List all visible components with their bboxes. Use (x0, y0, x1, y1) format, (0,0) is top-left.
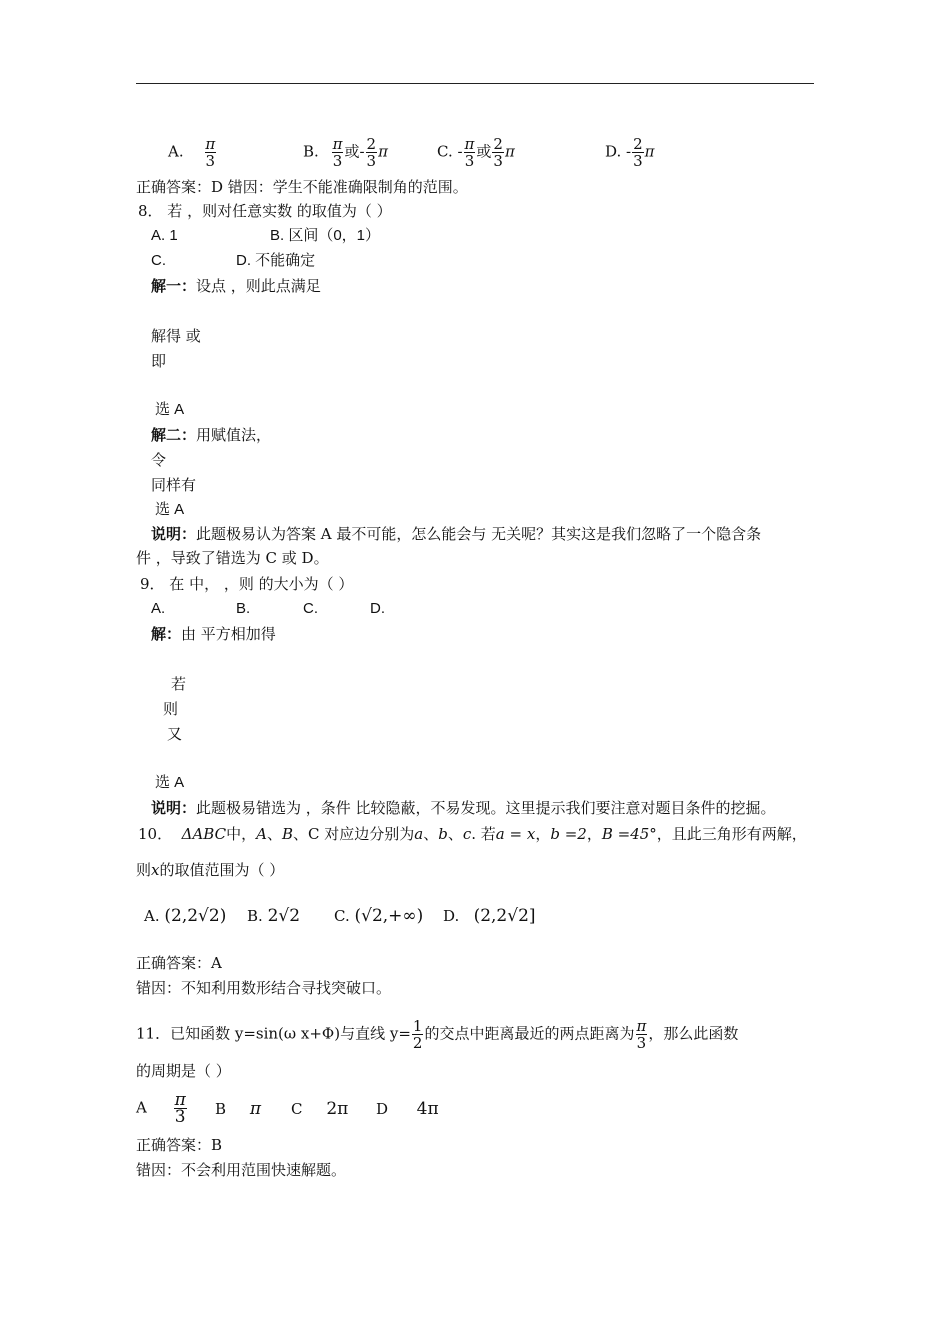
q7-option-b: B. $\frac{\pi}{3}$ 或- $\frac{2}{3}$ π (303, 135, 388, 170)
header-rule (136, 83, 814, 84)
q11-option-b: B π (215, 1099, 262, 1119)
solution-label: 解一： (151, 277, 197, 295)
q9-option-c: C. (303, 600, 318, 617)
q9-choice: 选 A (155, 774, 185, 791)
q8-solution-1-line2: 解得 或 (151, 327, 201, 345)
q9-line-ruo: 若 (171, 675, 187, 693)
q10-answer: 正确答案：A (136, 954, 222, 972)
q10-option-b: B. 2√2 (247, 906, 301, 926)
note-label: 说明： (151, 525, 197, 543)
q7-option-c: C. - $\frac{\pi}{3}$ 或 $\frac{2}{3}$ π (437, 135, 515, 170)
q8-option-b: B. 区间（0，1） (270, 227, 381, 244)
q9-line-you: 又 (167, 725, 183, 743)
q10-cause: 错因：不知利用数形结合寻找突破口。 (136, 979, 392, 997)
q8-solution-1: 解一：设点 ，则此点满足 (151, 277, 321, 295)
q8-solution-2: 解二：用赋值法， (151, 426, 272, 444)
solution-label: 解二： (151, 426, 197, 444)
q10-option-d: D. (2,2√2] (443, 906, 536, 926)
q11-option-a: A $\frac{\pi}{3}$ (136, 1090, 186, 1127)
q8-note: 说明：此题极易认为答案 A 最不可能，怎么能会与 无关呢？其实这是我们忽略了一个隐含条 (151, 525, 762, 543)
q10-stem-line2: 则x的取值范围为（ ） (136, 861, 285, 879)
q8-option-c: C. (151, 252, 166, 269)
q10-stem: 10． ΔABC中，A、B、C 对应边分别为a、b、c. 若a = x，b =2，B =45°，且此三角形有两解， (138, 825, 807, 843)
note-label: 说明： (151, 799, 197, 817)
q8-option-d: D. 不能确定 (236, 252, 316, 269)
q11-stem: 11．已知函数 y=sin(ω x+Φ)与直线 y= $\frac{1}{2}$ 的交点中距离最近的两点距离为 $\frac{\pi}{3}$ ，那么此函数 (136, 1017, 739, 1052)
q8-option-a: A. 1 (151, 227, 178, 244)
q10-option-a: A. (2,2√2) (144, 906, 227, 926)
q9-note: 说明：此题极易错选为 ，条件 比较隐蔽，不易发现。这里提示我们要注意对题目条件的挖掘。 (151, 799, 776, 817)
q11-option-c: C 2π (291, 1099, 349, 1119)
q9-option-b: B. (236, 600, 251, 617)
q8-note-line2: 件 ，导致了错选为 C 或 D。 (136, 549, 329, 567)
q9-option-d: D. (370, 600, 385, 617)
q11-answer: 正确答案：B (136, 1136, 223, 1154)
q9-stem: 9． 在 中， ，则 的大小为（ ） (140, 575, 354, 593)
q8-solution-1-choice: 选 A (155, 401, 185, 418)
q7-option-a: A. $\frac{\pi}{3}$ (168, 135, 216, 170)
q7-option-d: D. - $\frac{2}{3}$ π (605, 135, 655, 170)
q11-stem-line2: 的周期是（ ） (136, 1062, 231, 1080)
solution-label: 解： (151, 625, 182, 643)
q7-answer: 正确答案：D 错因：学生不能准确限制角的范围。 (136, 178, 468, 196)
q9-solution: 解：由 平方相加得 (151, 625, 276, 643)
q9-line-ze: 则 (163, 700, 179, 718)
q8-stem: 8． 若 ，则对任意实数 的取值为（ ） (138, 202, 392, 220)
q11-cause: 错因：不会利用范围快速解题。 (136, 1161, 347, 1179)
q8-solution-2-line2: 令 (151, 451, 167, 469)
q8-solution-1-line3: 即 (151, 352, 167, 370)
q8-solution-2-line3: 同样有 (151, 476, 197, 494)
q11-option-d: D 4π (376, 1099, 439, 1119)
q9-option-a: A. (151, 600, 166, 617)
q10-option-c: C. (√2,+∞) (334, 906, 424, 926)
q8-solution-2-choice: 选 A (155, 501, 185, 518)
